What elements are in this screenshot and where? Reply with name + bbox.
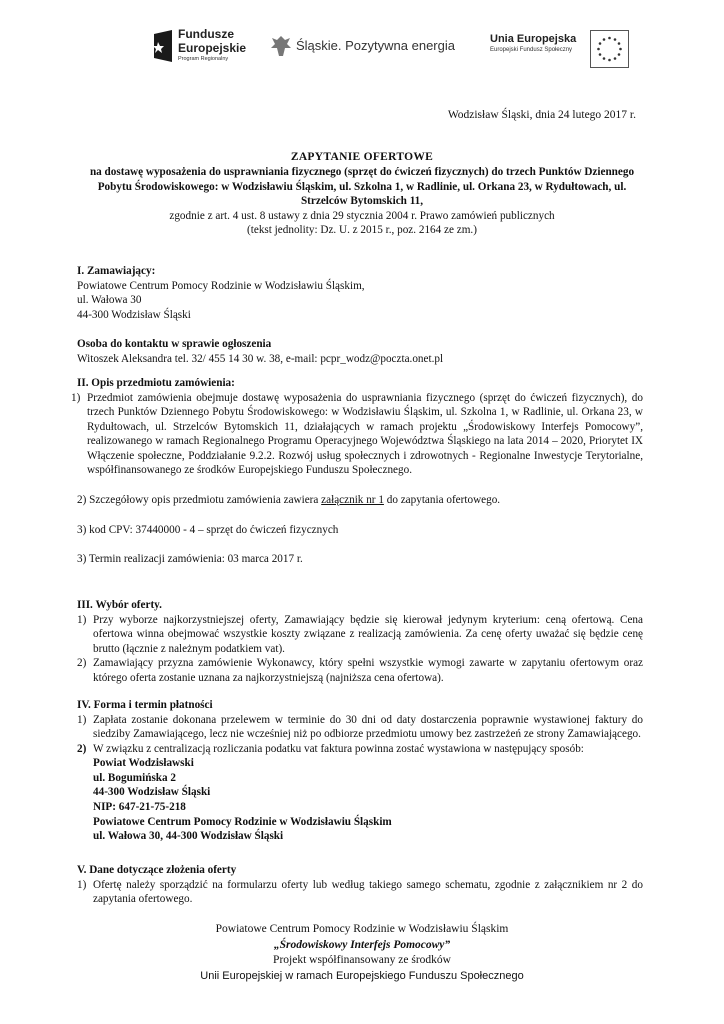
legal-basis-line1: zgodnie z art. 4 ust. 8 ustawy z dnia 29 stycznia 2004 r. Prawo zamówień publicznych: [169, 209, 555, 222]
invoice-line: Powiat Wodzisławski: [93, 757, 194, 770]
contact-line: Witoszek Aleksandra tel. 32/ 455 14 30 w. 38, e-mail: pcpr_wodz@poczta.onet.pl: [77, 352, 444, 365]
document-title: ZAPYTANIE OFERTOWE: [290, 151, 434, 163]
ue-logo-line2: Europejski Fundusz Społeczny: [490, 47, 573, 54]
list-text: Zamawiający przyzna zamówienie Wykonawcy, który spełni wszystkie wymogi zawarte w zapytaniu ofertowym oraz którego oferta zostanie uznana za najkorzystniejszą (najniższa cena ofertowa).: [93, 657, 643, 684]
page-footer: [80, 922, 644, 983]
fe-logo-sub: Program Regionalny: [178, 56, 229, 62]
section-heading: V. Dane dotyczące złożenia oferty: [77, 864, 237, 876]
section-heading: I. Zamawiający:: [77, 265, 156, 277]
list-number: 2): [77, 742, 87, 755]
footer-project-name: „Środowiskowy Interfejs Pomocowy”: [273, 938, 451, 951]
section-zlozenie-oferty: [77, 863, 643, 907]
list-item: [77, 713, 643, 742]
slaskie-eagle-icon: [270, 34, 292, 58]
list-item: [77, 613, 643, 657]
invoice-line: Powiatowe Centrum Pomocy Rodzinie w Wodzisławiu Śląskim: [93, 815, 392, 828]
section-heading: IV. Forma i termin płatności: [77, 699, 213, 711]
list-text: Przedmiot zamówienia obejmuje dostawę wyposażenia do usprawniania fizycznego (sprzęt do ćwiczeń fizycznych), do trzech Punktów Dziennego Pobytu Środowiskowego: w Wodzisławiu Śląskim, ul. Szkolna 1, w Radlinie, ul. Orkana 23, w Rydułtowach, ul. Strzelców Bytomskich 11, działających w ramach projektu „Środowiskowy Interfejs Pomocowy”, realizowanego w ramach Regionalnego Programu Operacyjnego Województwa Śląskiego na lata 2014 – 2020, Priorytet IX Włączenie społeczne, Poddziałanie 9.2.2. Rozwój usług społecznych i zdrowotnych - Regionalne Inwestycje Terytorialne, współfinansowanego ze środków Europejskiego Funduszu Społecznego.: [87, 391, 643, 477]
list-item: [77, 742, 643, 844]
section-heading: II. Opis przedmiotu zamówienia:: [77, 377, 235, 389]
deadline: 3) Termin realizacji zamówienia: 03 marca 2017 r.: [77, 553, 303, 566]
ordering-party-name: Powiatowe Centrum Pomocy Rodzinie w Wodzisławiu Śląskim,: [77, 279, 365, 292]
fe-logo-line2: Europejskie: [178, 40, 247, 55]
ordering-party-city: 44-300 Wodzisław Śląski: [77, 308, 191, 321]
invoice-line: NIP: 647-21-75-218: [93, 800, 186, 813]
fundusze-europejskie-logo: [150, 26, 245, 68]
list-number: 1): [71, 391, 81, 404]
footer-line4: Unii Europejskiej w ramach Europejskiego Funduszu Społecznego: [200, 969, 524, 982]
legal-basis-line2: (tekst jednolity: Dz. U. z 2015 r., poz. 2164 ze zm.): [247, 224, 477, 237]
section-opis-przedmiotu: [71, 376, 643, 567]
slaskie-logo: [270, 34, 455, 60]
list-number: 2): [77, 657, 87, 670]
footer-line1: Powiatowe Centrum Pomocy Rodzinie w Wodzisławiu Śląskim: [215, 923, 509, 935]
cpv-code: 3) kod CPV: 37440000 - 4 – sprzęt do ćwiczeń fizycznych: [77, 523, 339, 536]
unia-europejska-logo: [490, 30, 630, 70]
contact-heading: Osoba do kontaktu w sprawie ogłoszenia: [77, 338, 272, 351]
eu-stars-flag-icon: [590, 30, 629, 68]
fe-star-flag-icon: [150, 28, 174, 64]
invoice-line: 44-300 Wodzisław Śląski: [93, 786, 211, 799]
footer-line3: Projekt współfinansowany ze środków: [273, 954, 451, 967]
invoice-line: ul. Wałowa 30, 44-300 Wodzisław Śląski: [93, 830, 284, 843]
list-number: 1): [77, 613, 87, 626]
section-wybor-oferty: [77, 598, 643, 685]
list-item: [77, 493, 643, 508]
section-zamawiajacy: [77, 264, 643, 366]
list-text: Ofertę należy sporządzić na formularzu oferty lub według takiego samego schematu, zgodnie z załącznikiem nr 2 do zapytania ofertowego.: [93, 878, 643, 906]
list-text: 2) Szczegółowy opis przedmiotu zamówienia zawiera: [77, 493, 322, 506]
ordering-party-street: ul. Wałowa 30: [77, 294, 142, 307]
section-heading: III. Wybór oferty.: [77, 599, 162, 611]
slaskie-logo-text: Śląskie. Pozytywna energia: [296, 38, 455, 53]
fe-logo-line1: Fundusze: [178, 27, 234, 41]
section-forma-platnosci: [77, 698, 643, 844]
list-text: W związku z centralizacją rozliczania podatku vat faktura powinna zostać wystawiona w następujący sposób:: [93, 742, 584, 755]
list-text: Zapłata zostanie dokonana przelewem w terminie do 30 dni od daty dostarczenia poprawnie wystawionej faktury do siedziby Zamawiającego, lecz nie wcześniej niż po odbiorze przedmiotu umowy bez zastrzeżeń ze strony Zamawiającego.: [93, 713, 643, 741]
list-number: 1): [77, 878, 87, 891]
place-date: Wodzisław Śląski, dnia 24 lutego 2017 r.: [447, 109, 636, 121]
list-number: 1): [77, 713, 87, 726]
attachment-1-link[interactable]: załącznik nr 1: [321, 493, 384, 506]
list-item: [77, 878, 643, 907]
list-item: [77, 656, 643, 685]
document-subtitle: na dostawę wyposażenia do usprawniania fizycznego (sprzęt do ćwiczeń fizycznych) do trzech Punktów Dziennego Pobytu Środowiskowego: w Wodzisławiu Śląskim, ul. Szkolna 1, w Radlinie, ul. Orkana 23, w Rydułtowach, ul. Strzelców Bytomskich 11,: [89, 165, 635, 208]
list-item: [71, 391, 643, 478]
list-text: Przy wyborze najkorzystniejszej oferty, Zamawiający będzie się kierował jedynym kryterium: ceną ofertową. Cena ofertowa winna obejmować wszystkie koszty związane z realizacją zamówienia. Za cenę oferty uważać się będzie cenę brutto (łącznie z należnym podatkiem vat).: [93, 613, 643, 655]
invoice-line: ul. Bogumińska 2: [93, 771, 177, 784]
list-text: do zapytania ofertowego.: [383, 493, 501, 506]
ue-logo-line1: Unia Europejska: [490, 33, 577, 45]
title-block: [80, 150, 644, 238]
